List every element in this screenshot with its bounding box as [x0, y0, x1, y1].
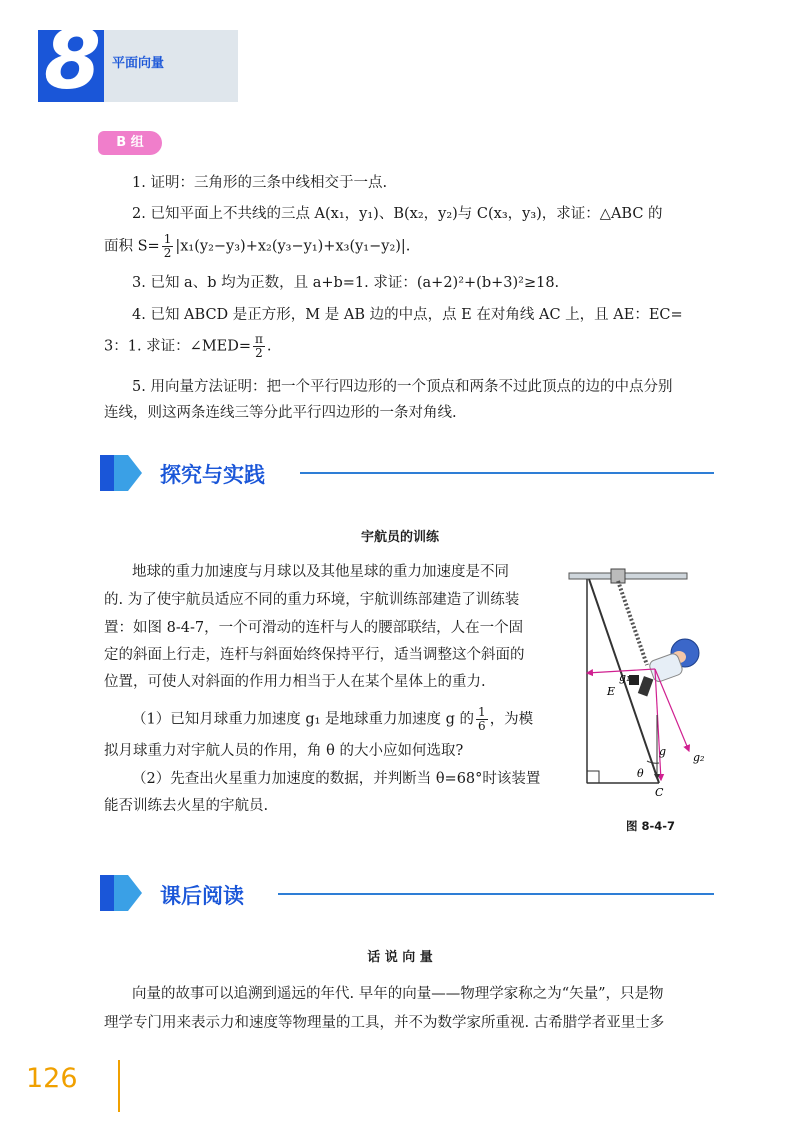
question-2-line1: （2）先查出火星重力加速度的数据，并判断当 θ=68°时该装置 — [132, 771, 541, 787]
chapter-number: 8 — [44, 13, 102, 108]
explore-subtitle: 宇航员的训练 — [360, 530, 439, 545]
problem-4-line2: 3：1. 求证：∠MED= $\frac{\pi}{2}$ . — [104, 332, 272, 360]
explore-line-2: 的. 为了使宇航员适应不同的重力环境，宇航训练部建造了训练装 — [104, 592, 520, 608]
section-divider — [278, 893, 714, 895]
section-arrow-icon — [100, 451, 144, 495]
label-g1: g₁ — [619, 671, 631, 684]
reading-section-title: 课后阅读 — [160, 884, 244, 908]
explore-section-title: 探究与实践 — [160, 463, 265, 487]
question-1-line1: （1）已知月球重力加速度 g₁ 是地球重力加速度 g 的 $\frac{1}{6}$ ，为模 — [132, 705, 534, 733]
question-2-line2: 能否训练去火星的宇航员. — [104, 798, 269, 814]
section-arrow-icon — [100, 871, 144, 915]
label-theta: θ — [637, 767, 644, 780]
area-formula: |x₁(y₂−y₃)+x₂(y₃−y₁)+x₃(y₁−y₂)|. — [175, 238, 411, 255]
reading-line-1: 向量的故事可以追溯到遥远的年代. 早年的向量——物理学家称之为“矢量”，只是物 — [132, 986, 664, 1002]
angle-prefix: 3：1. 求证：∠MED= — [104, 338, 252, 355]
astronaut-training-figure — [565, 565, 725, 800]
page-number: 126 — [26, 1063, 78, 1094]
label-g2: g₂ — [693, 751, 705, 764]
reading-line-2: 理学专门用来表示力和速度等物理量的工具，并不为数学家所重视. 古希腊学者亚里士多 — [104, 1015, 665, 1031]
problem-1: 1. 证明：三角形的三条中线相交于一点. — [132, 175, 388, 191]
question-1-line2: 拟月球重力对宇航人员的作用，角 θ 的大小应如何选取? — [104, 743, 464, 759]
page-number-divider — [118, 1060, 120, 1112]
problem-5-line2: 连线，则这两条连线三等分此平行四边形的一条对角线. — [104, 405, 457, 421]
explore-line-1: 地球的重力加速度与月球以及其他星球的重力加速度是不同 — [132, 564, 509, 580]
fraction-one-sixth: $\frac{1}{6}$ — [478, 705, 486, 733]
explore-line-5: 位置，可使人对斜面的作用力相当于人在某个星体上的重力. — [104, 674, 486, 690]
area-prefix: 面积 S= — [104, 238, 160, 255]
explore-line-3: 置：如图 8-4-7，一个可滑动的连杆与人的腰部联结，人在一个固 — [104, 620, 524, 636]
reading-subtitle: 话 说 向 量 — [367, 950, 433, 965]
problem-5-line1: 5. 用向量方法证明：把一个平行四边形的一个顶点和两条不过此顶点的边的中点分别 — [132, 379, 673, 395]
chapter-title: 平面向量 — [112, 56, 165, 71]
fraction-half: $\frac{1}{2}$ — [163, 232, 172, 260]
section-divider — [300, 472, 714, 474]
problem-2-line1: 2. 已知平面上不共线的三点 A(x₁，y₁)、B(x₂，y₂)与 C(x₃，y₃)，求证：△ABC 的 — [132, 206, 663, 222]
problem-2-line2 — [104, 233, 717, 260]
label-C: C — [655, 786, 664, 799]
label-E: E — [607, 685, 616, 698]
fraction-pi-half: $\frac{\pi}{2}$ — [255, 332, 263, 360]
problem-3: 3. 已知 a、b 均为正数，且 a+b=1. 求证：(a+2)²+(b+3)²≥18. — [132, 275, 560, 291]
label-g: g — [659, 745, 667, 758]
figure-caption: 图 8-4-7 — [626, 819, 676, 833]
explore-line-4: 定的斜面上行走，连杆与斜面始终保持平行，适当调整这个斜面的 — [104, 647, 525, 663]
group-b-tag: B 组 — [98, 131, 162, 155]
problem-4-line1: 4. 已知 ABCD 是正方形，M 是 AB 边的中点，点 E 在对角线 AC 上，且 AE：EC= — [132, 307, 683, 323]
